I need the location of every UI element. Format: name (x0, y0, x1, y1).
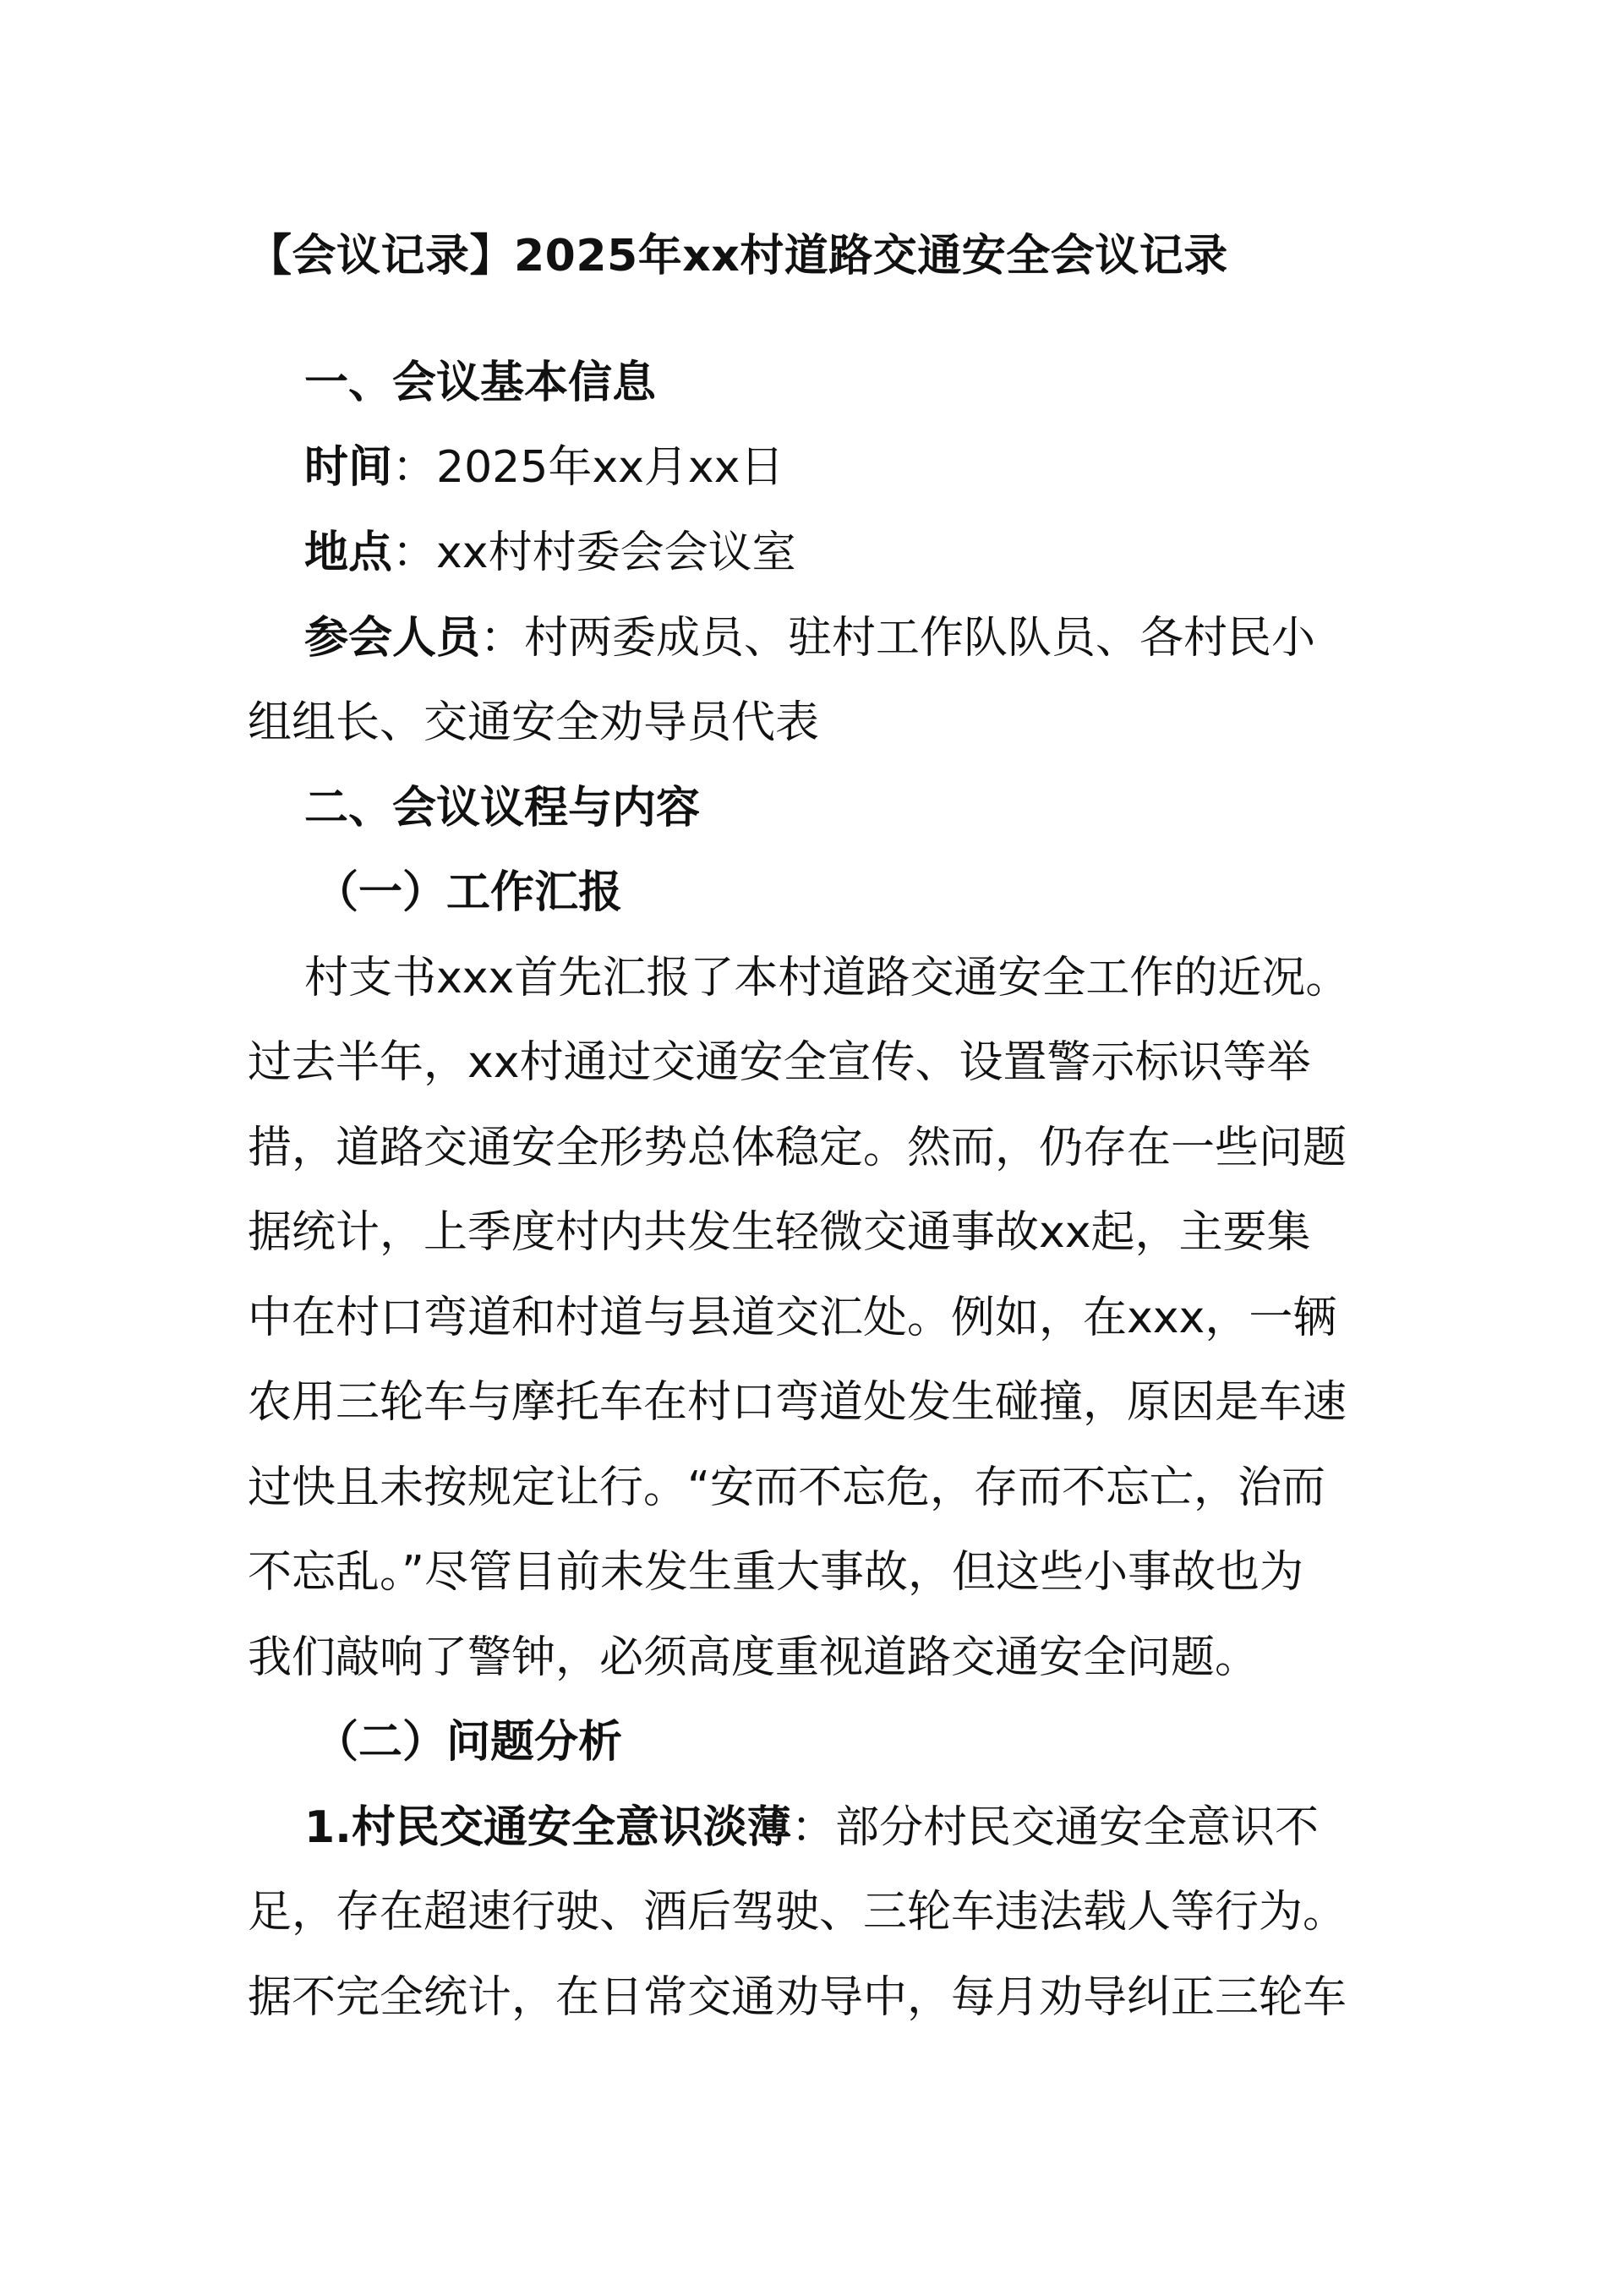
work-report-line: 据统计，上季度村内共发生轻微交通事故xx起，主要集 (248, 1207, 1311, 1258)
place-value: ：xx村村委会会议室 (392, 528, 796, 578)
work-report-line: 措，道路交通安全形势总体稳定。然而，仍存在一些问题 (248, 1123, 1347, 1173)
place-label: 地点 (304, 528, 393, 578)
problem-item-1-line: 足，存在超速行驶、酒后驾驶、三轮车违法载人等行为。 (248, 1887, 1347, 1938)
document-title: 【会议记录】2025年xx村道路交通安全会议记录 (248, 231, 1228, 282)
work-report-line: 中在村口弯道和村道与县道交汇处。例如，在xxx，一辆 (248, 1293, 1337, 1343)
work-report-line: 我们敲响了警钟，必须高度重视道路交通安全问题。 (248, 1632, 1260, 1683)
attendees-value-line2: 组组长、交通安全劝导员代表 (248, 697, 820, 748)
time-value: ：2025年xx月xx日 (392, 442, 784, 493)
attendees-label: 参会人员 (304, 613, 481, 664)
problem-item-1-text: ：部分村民交通安全意识不 (790, 1802, 1319, 1853)
subsection-heading-problem-analysis: （二）问题分析 (314, 1717, 623, 1768)
problem-item-1-line: 据不完全统计，在日常交通劝导中，每月劝导纠正三轮车 (248, 1972, 1347, 2023)
work-report-line: 村支书xxx首先汇报了本村道路交通安全工作的近况。 (304, 953, 1350, 1003)
attendees-value-line1: ：村两委成员、驻村工作队队员、各村民小 (480, 613, 1316, 664)
work-report-line: 过去半年，xx村通过交通安全宣传、设置警示标识等举 (248, 1037, 1311, 1088)
section-heading-agenda: 二、会议议程与内容 (304, 783, 701, 834)
section-heading-basic-info: 一、会议基本信息 (304, 358, 657, 408)
work-report-line: 过快且未按规定让行。“安而不忘危，存而不忘亡，治而 (248, 1462, 1325, 1513)
problem-item-1-row (304, 1798, 1623, 1857)
attendees-row (304, 609, 1623, 668)
time-label: 时间 (304, 442, 393, 493)
problem-item-1-label: 1.村民交通安全意识淡薄 (304, 1802, 791, 1853)
subsection-heading-work-report: （一）工作汇报 (314, 867, 623, 918)
time-row (304, 438, 1623, 497)
work-report-line: 农用三轮车与摩托车在村口弯道处发生碰撞，原因是车速 (248, 1377, 1347, 1428)
work-report-line: 不忘乱。”尽管目前未发生重大事故，但这些小事故也为 (248, 1547, 1303, 1598)
place-row (304, 523, 1623, 582)
